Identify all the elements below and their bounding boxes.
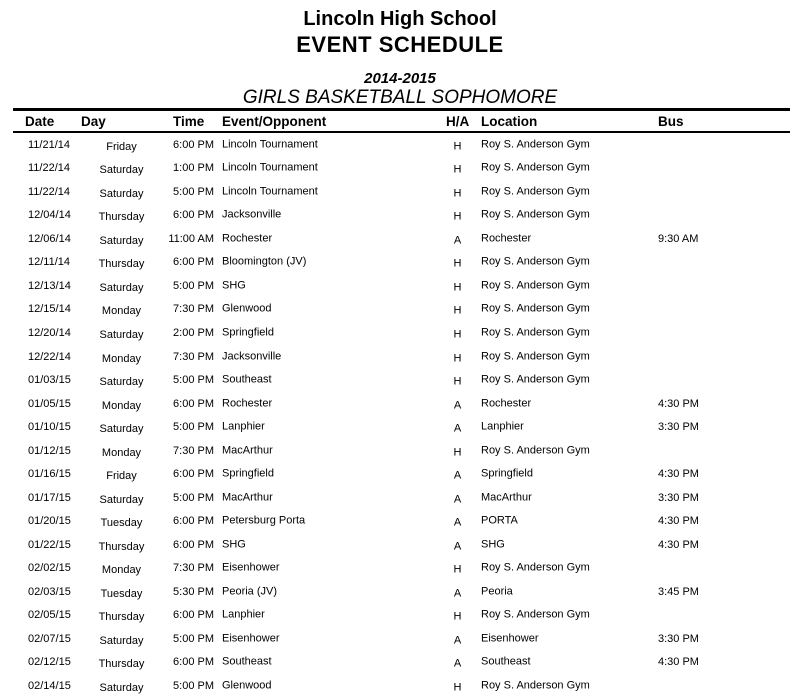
cell-event: SHG xyxy=(222,279,246,292)
table-row xyxy=(13,557,790,581)
cell-ha: H xyxy=(453,328,462,341)
table-row xyxy=(13,133,790,157)
cell-bus: 3:30 PM xyxy=(658,491,699,504)
cell-date: 01/20/15 xyxy=(28,515,71,528)
cell-ha: A xyxy=(453,399,462,412)
cell-location: Roy S. Anderson Gym xyxy=(481,208,590,221)
cell-day: Friday xyxy=(106,140,137,153)
cell-ha: H xyxy=(453,304,462,317)
cell-time: 7:30 PM xyxy=(173,444,214,457)
cell-date: 12/06/14 xyxy=(28,232,71,245)
cell-time: 6:00 PM xyxy=(173,515,214,528)
cell-date: 02/14/15 xyxy=(28,679,71,692)
column-header-time: Time xyxy=(173,113,205,129)
cell-ha: H xyxy=(453,210,462,223)
cell-date: 12/13/14 xyxy=(28,279,71,292)
cell-bus: 9:30 AM xyxy=(658,232,699,245)
cell-date: 12/04/14 xyxy=(28,209,71,222)
cell-day: Saturday xyxy=(99,281,144,294)
cell-location: Roy S. Anderson Gym xyxy=(481,373,590,386)
cell-ha: H xyxy=(453,446,462,459)
cell-event: Eisenhower xyxy=(222,561,280,574)
table-row xyxy=(13,462,790,486)
cell-ha: H xyxy=(453,563,462,576)
cell-day: Saturday xyxy=(99,634,144,647)
cell-location: Roy S. Anderson Gym xyxy=(481,279,590,292)
document-header xyxy=(0,0,800,108)
cell-date: 12/11/14 xyxy=(28,256,71,269)
cell-time: 5:00 PM xyxy=(173,185,214,198)
cell-day: Saturday xyxy=(99,681,144,694)
table-row xyxy=(13,674,790,698)
cell-time: 5:00 PM xyxy=(173,632,214,645)
cell-bus: 3:30 PM xyxy=(658,632,699,645)
column-header-date: Date xyxy=(25,113,55,129)
cell-location: Springfield xyxy=(481,467,533,480)
cell-time: 6:00 PM xyxy=(173,209,214,222)
cell-time: 5:00 PM xyxy=(173,679,214,692)
cell-bus: 3:30 PM xyxy=(658,421,699,434)
cell-event: Lanphier xyxy=(222,608,265,621)
cell-ha: H xyxy=(453,352,462,365)
team-label: GIRLS BASKETBALL SOPHOMORE xyxy=(242,87,558,108)
cell-bus: 4:30 PM xyxy=(658,515,699,528)
cell-ha: A xyxy=(453,540,462,553)
document-title: EVENT SCHEDULE xyxy=(296,32,504,57)
cell-time: 11:00 AM xyxy=(168,232,214,245)
cell-time: 7:30 PM xyxy=(173,303,214,316)
cell-date: 01/03/15 xyxy=(28,374,71,387)
table-row xyxy=(13,251,790,275)
cell-ha: H xyxy=(453,281,462,294)
cell-bus: 3:45 PM xyxy=(658,585,699,598)
table-row xyxy=(13,157,790,181)
cell-location: Roy S. Anderson Gym xyxy=(481,326,590,339)
column-header-bus: Bus xyxy=(658,113,684,129)
cell-location: Roy S. Anderson Gym xyxy=(481,255,590,268)
cell-day: Saturday xyxy=(99,423,144,436)
cell-location: MacArthur xyxy=(481,491,532,504)
table-row xyxy=(13,204,790,228)
cell-location: PORTA xyxy=(481,514,518,527)
schedule-table-body xyxy=(13,133,790,698)
cell-event: Southeast xyxy=(222,373,272,386)
cell-event: Eisenhower xyxy=(222,632,280,645)
table-row xyxy=(13,533,790,557)
table-row xyxy=(13,274,790,298)
cell-date: 01/10/15 xyxy=(28,421,71,434)
cell-time: 6:00 PM xyxy=(173,656,214,669)
cell-day: Saturday xyxy=(99,376,144,389)
cell-day: Saturday xyxy=(99,234,144,247)
cell-date: 02/03/15 xyxy=(28,585,71,598)
cell-ha: H xyxy=(453,681,462,694)
cell-event: Springfield xyxy=(222,326,274,339)
column-header-home-away: H/A xyxy=(446,113,470,129)
column-header-event-opponent: Event/Opponent xyxy=(222,113,327,129)
column-header-location: Location xyxy=(481,113,538,129)
cell-location: Roy S. Anderson Gym xyxy=(481,138,590,151)
cell-date: 02/07/15 xyxy=(28,632,71,645)
cell-date: 01/22/15 xyxy=(28,538,71,551)
cell-event: Glenwood xyxy=(222,302,272,315)
table-row xyxy=(13,227,790,251)
cell-time: 7:30 PM xyxy=(173,350,214,363)
cell-location: Roy S. Anderson Gym xyxy=(481,561,590,574)
cell-date: 01/12/15 xyxy=(28,444,71,457)
cell-date: 01/16/15 xyxy=(28,468,71,481)
table-row xyxy=(13,627,790,651)
cell-location: Peoria xyxy=(481,585,513,598)
cell-day: Monday xyxy=(101,352,142,365)
cell-location: Roy S. Anderson Gym xyxy=(481,302,590,315)
school-name: Lincoln High School xyxy=(303,8,497,30)
cell-time: 2:00 PM xyxy=(173,327,214,340)
cell-event: Springfield xyxy=(222,467,274,480)
cell-day: Saturday xyxy=(99,187,144,200)
cell-date: 12/15/14 xyxy=(28,303,71,316)
cell-ha: A xyxy=(453,493,462,506)
cell-event: Petersburg Porta xyxy=(222,514,306,527)
cell-date: 02/12/15 xyxy=(28,656,71,669)
cell-event: Bloomington (JV) xyxy=(222,255,307,268)
cell-time: 6:00 PM xyxy=(173,609,214,622)
cell-date: 11/22/14 xyxy=(28,162,71,175)
cell-event: Lincoln Tournament xyxy=(222,185,318,198)
cell-day: Thursday xyxy=(98,540,145,553)
cell-time: 6:00 PM xyxy=(173,138,214,151)
table-row xyxy=(13,651,790,675)
cell-day: Friday xyxy=(106,470,137,483)
cell-date: 11/22/14 xyxy=(28,185,71,198)
cell-bus: 4:30 PM xyxy=(658,468,699,481)
cell-ha: A xyxy=(453,516,462,529)
cell-bus: 4:30 PM xyxy=(658,538,699,551)
cell-date: 12/22/14 xyxy=(28,350,71,363)
cell-location: Roy S. Anderson Gym xyxy=(481,679,590,692)
table-row xyxy=(13,298,790,322)
table-row xyxy=(13,510,790,534)
cell-day: Monday xyxy=(101,446,142,459)
cell-date: 01/05/15 xyxy=(28,397,71,410)
cell-ha: A xyxy=(453,469,462,482)
cell-time: 5:00 PM xyxy=(173,491,214,504)
cell-time: 5:00 PM xyxy=(173,374,214,387)
cell-day: Tuesday xyxy=(100,517,143,530)
cell-date: 11/21/14 xyxy=(28,138,71,151)
table-header-row xyxy=(13,111,790,131)
cell-event: Lincoln Tournament xyxy=(222,161,318,174)
table-row xyxy=(13,345,790,369)
cell-day: Thursday xyxy=(98,211,145,224)
cell-ha: H xyxy=(453,375,462,388)
cell-event: SHG xyxy=(222,538,246,551)
cell-ha: H xyxy=(453,140,462,153)
table-row xyxy=(13,321,790,345)
cell-event: Jacksonville xyxy=(222,350,282,363)
cell-event: Southeast xyxy=(222,655,272,668)
cell-ha: A xyxy=(453,422,462,435)
cell-event: Lanphier xyxy=(222,420,265,433)
table-row xyxy=(13,392,790,416)
cell-date: 12/20/14 xyxy=(28,327,71,340)
cell-ha: H xyxy=(453,163,462,176)
cell-location: Roy S. Anderson Gym xyxy=(481,444,590,457)
table-row xyxy=(13,415,790,439)
table-row xyxy=(13,180,790,204)
cell-location: Roy S. Anderson Gym xyxy=(481,608,590,621)
cell-ha: H xyxy=(453,187,462,200)
cell-time: 5:00 PM xyxy=(173,279,214,292)
cell-date: 01/17/15 xyxy=(28,491,71,504)
cell-bus: 4:30 PM xyxy=(658,656,699,669)
cell-day: Thursday xyxy=(98,658,145,671)
cell-time: 5:30 PM xyxy=(173,585,214,598)
cell-event: Rochester xyxy=(222,232,273,245)
cell-location: Southeast xyxy=(481,655,531,668)
column-header-day: Day xyxy=(81,113,106,129)
cell-time: 5:00 PM xyxy=(173,421,214,434)
cell-day: Saturday xyxy=(99,329,144,342)
table-row xyxy=(13,604,790,628)
cell-event: Rochester xyxy=(222,397,273,410)
cell-event: MacArthur xyxy=(222,444,273,457)
cell-day: Monday xyxy=(101,399,142,412)
cell-day: Monday xyxy=(101,564,142,577)
cell-location: Rochester xyxy=(481,397,532,410)
cell-bus: 4:30 PM xyxy=(658,397,699,410)
cell-event: Jacksonville xyxy=(222,208,282,221)
cell-location: SHG xyxy=(481,538,505,551)
cell-ha: A xyxy=(453,657,462,670)
cell-event: Lincoln Tournament xyxy=(222,138,318,151)
cell-day: Thursday xyxy=(98,258,145,271)
cell-location: Roy S. Anderson Gym xyxy=(481,350,590,363)
cell-ha: A xyxy=(453,587,462,600)
cell-location: Lanphier xyxy=(481,420,524,433)
cell-day: Tuesday xyxy=(100,587,143,600)
cell-time: 7:30 PM xyxy=(173,562,214,575)
cell-day: Monday xyxy=(101,305,142,318)
cell-date: 02/02/15 xyxy=(28,562,71,575)
cell-date: 02/05/15 xyxy=(28,609,71,622)
cell-event: Peoria (JV) xyxy=(222,585,278,598)
table-row xyxy=(13,486,790,510)
cell-time: 6:00 PM xyxy=(173,468,214,481)
cell-time: 6:00 PM xyxy=(173,256,214,269)
cell-day: Saturday xyxy=(99,493,144,506)
cell-time: 6:00 PM xyxy=(173,538,214,551)
cell-ha: H xyxy=(453,257,462,270)
cell-day: Saturday xyxy=(99,164,144,177)
cell-time: 6:00 PM xyxy=(173,397,214,410)
cell-location: Roy S. Anderson Gym xyxy=(481,161,590,174)
season-label: 2014-2015 xyxy=(364,70,436,87)
cell-ha: A xyxy=(453,634,462,647)
table-row xyxy=(13,439,790,463)
cell-location: Eisenhower xyxy=(481,632,539,645)
cell-time: 1:00 PM xyxy=(173,162,214,175)
table-row xyxy=(13,368,790,392)
cell-event: Glenwood xyxy=(222,679,272,692)
cell-location: Rochester xyxy=(481,232,532,245)
cell-ha: A xyxy=(453,234,462,247)
cell-event: MacArthur xyxy=(222,491,273,504)
cell-day: Thursday xyxy=(98,611,145,624)
table-row xyxy=(13,580,790,604)
cell-ha: H xyxy=(453,610,462,623)
cell-location: Roy S. Anderson Gym xyxy=(481,185,590,198)
